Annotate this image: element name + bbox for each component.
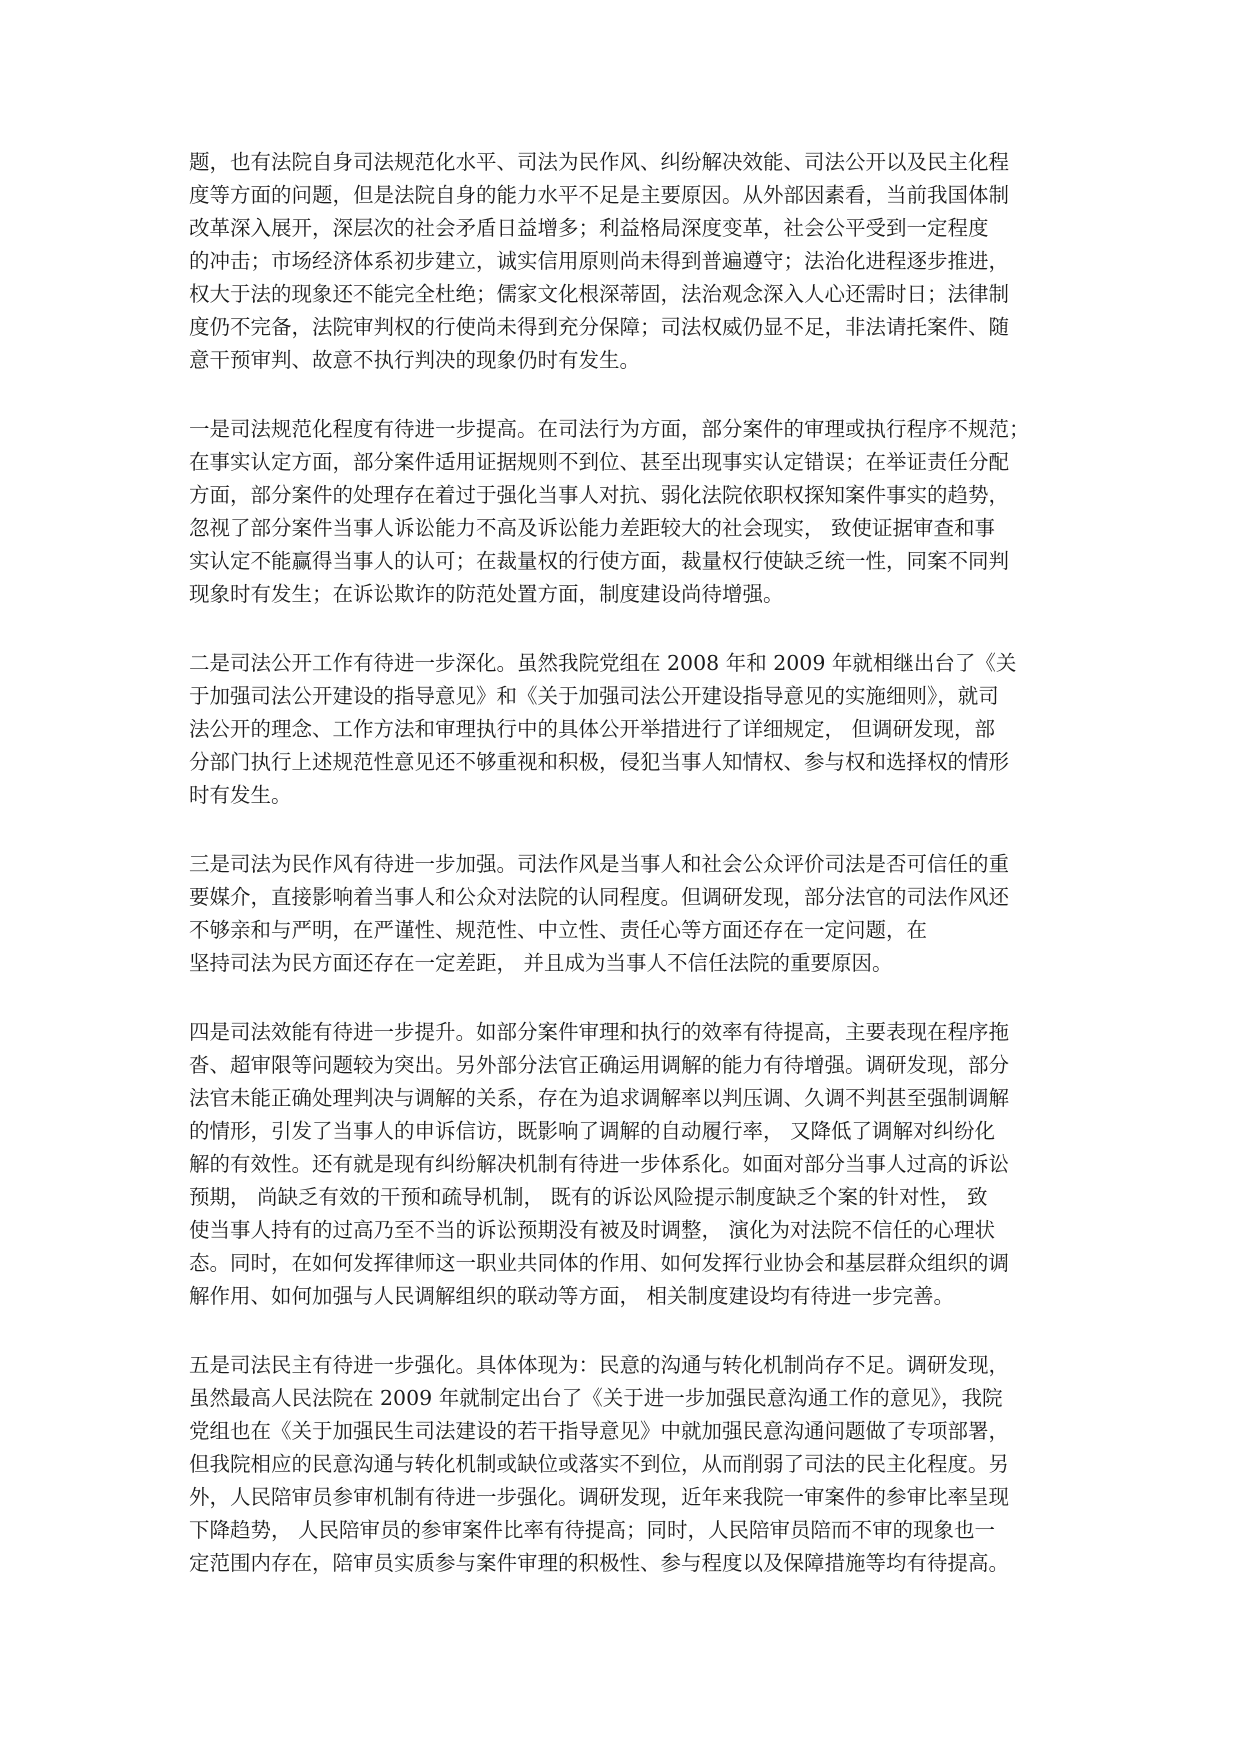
text-line: 方面，部分案件的处理存在着过于强化当事人对抗、弱化法院依职权探知案件事实的趋势， (189, 483, 1009, 507)
text-line: 于加强司法公开建设的指导意见》和《关于加强司法公开建设指导意见的实施细则》，就司 (189, 684, 999, 708)
text-line: 虽然最高人民法院在 2009 年就制定出台了《关于进一步加强民意沟通工作的意见》，我院 (189, 1386, 1003, 1410)
text-line: 三是司法为民作风有待进一步加强。司法作风是当事人和社会公众评价司法是否可信任的重 (189, 852, 1009, 876)
text-line: 度仍不完备，法院审判权的行使尚未得到充分保障；司法权威仍显不足，非法请托案件、随 (189, 315, 1009, 339)
text-line: 法公开的理念、工作方法和审理执行中的具体公开举措进行了详细规定， 但调研发现，部 (189, 717, 996, 741)
text-line: 分部门执行上述规范性意见还不够重视和积极，侵犯当事人知情权、参与权和选择权的情形 (189, 750, 1009, 774)
text-line: 时有发生。 (189, 783, 292, 807)
text-line: 解作用、如何加强与人民调解组织的联动等方面， 相关制度建设均有待进一步完善。 (189, 1284, 955, 1308)
text-line: 现象时有发生；在诉讼欺诈的防范处置方面，制度建设尚待增强。 (189, 582, 784, 606)
text-line: 法官未能正确处理判决与调解的关系，存在为追求调解率以判压调、久调不判甚至强制调解 (189, 1086, 1009, 1110)
paragraph (189, 848, 1051, 980)
text-line: 解的有效性。还有就是现有纠纷解决机制有待进一步体系化。如面对部分当事人过高的诉讼 (189, 1152, 1009, 1176)
document-body (189, 146, 1051, 1616)
text-line: 一是司法规范化程度有待进一步提高。在司法行为方面，部分案件的审理或执行程序不规范； (189, 417, 1030, 441)
paragraph (189, 413, 1051, 611)
text-line: 在事实认定方面，部分案件适用证据规则不到位、甚至出现事实认定错误；在举证责任分配 (189, 450, 1009, 474)
text-line: 坚持司法为民方面还存在一定差距， 并且成为当事人不信任法院的重要原因。 (189, 951, 893, 975)
text-line: 沓、超审限等问题较为突出。另外部分法官正确运用调解的能力有待增强。调研发现，部分 (189, 1053, 1009, 1077)
text-line: 态。同时，在如何发挥律师这一职业共同体的作用、如何发挥行业协会和基层群众组织的调 (189, 1251, 1009, 1275)
text-line: 党组也在《关于加强民生司法建设的若干指导意见》中就加强民意沟通问题做了专项部署， (189, 1419, 1009, 1443)
text-line: 改革深入展开，深层次的社会矛盾日益增多；利益格局深度变革，社会公平受到一定程度 (189, 216, 989, 240)
paragraph (189, 647, 1051, 812)
text-line: 忽视了部分案件当事人诉讼能力不高及诉讼能力差距较大的社会现实， 致使证据审查和事 (189, 516, 996, 540)
text-line: 权大于法的现象还不能完全杜绝；儒家文化根深蒂固，法治观念深入人心还需时日；法律制 (189, 282, 1009, 306)
text-line: 但我院相应的民意沟通与转化机制或缺位或落实不到位，从而削弱了司法的民主化程度。另 (189, 1452, 1009, 1476)
text-line: 定范围内存在，陪审员实质参与案件审理的积极性、参与程度以及保障措施等均有待提高。 (189, 1551, 1009, 1575)
text-line: 实认定不能赢得当事人的认可；在裁量权的行使方面，裁量权行使缺乏统一性，同案不同判 (189, 549, 1009, 573)
paragraph (189, 1349, 1051, 1580)
paragraph (189, 146, 1051, 377)
text-line: 使当事人持有的过高乃至不当的诉讼预期没有被及时调整， 演化为对法院不信任的心理状 (189, 1218, 996, 1242)
text-line: 的情形，引发了当事人的申诉信访，既影响了调解的自动履行率， 又降低了调解对纠纷化 (189, 1119, 996, 1143)
text-line: 意干预审判、故意不执行判决的现象仍时有发生。 (189, 348, 640, 372)
paragraph (189, 1016, 1051, 1313)
text-line: 题，也有法院自身司法规范化水平、司法为民作风、纠纷解决效能、司法公开以及民主化程 (189, 150, 1009, 174)
text-line: 五是司法民主有待进一步强化。具体体现为：民意的沟通与转化机制尚存不足。调研发现， (189, 1353, 1009, 1377)
text-line: 要媒介，直接影响着当事人和公众对法院的认同程度。但调研发现，部分法官的司法作风还 (189, 885, 1009, 909)
text-line: 不够亲和与严明，在严谨性、规范性、中立性、责任心等方面还存在一定问题，在 (189, 918, 927, 942)
text-line: 二是司法公开工作有待进一步深化。虽然我院党组在 2008 年和 2009 年就相继出台了《关 (189, 651, 1017, 675)
text-line: 四是司法效能有待进一步提升。如部分案件审理和执行的效率有待提高，主要表现在程序拖 (189, 1020, 1009, 1044)
text-line: 外，人民陪审员参审机制有待进一步强化。调研发现，近年来我院一审案件的参审比率呈现 (189, 1485, 1009, 1509)
text-line: 预期， 尚缺乏有效的干预和疏导机制， 既有的诉讼风险提示制度缺乏个案的针对性， 致 (189, 1185, 988, 1209)
text-line: 度等方面的问题，但是法院自身的能力水平不足是主要原因。从外部因素看，当前我国体制 (189, 183, 1009, 207)
text-line: 下降趋势， 人民陪审员的参审案件比率有待提高；同时，人民陪审员陪而不审的现象也一 (189, 1518, 996, 1542)
text-line: 的冲击；市场经济体系初步建立，诚实信用原则尚未得到普遍遵守；法治化进程逐步推进， (189, 249, 1009, 273)
